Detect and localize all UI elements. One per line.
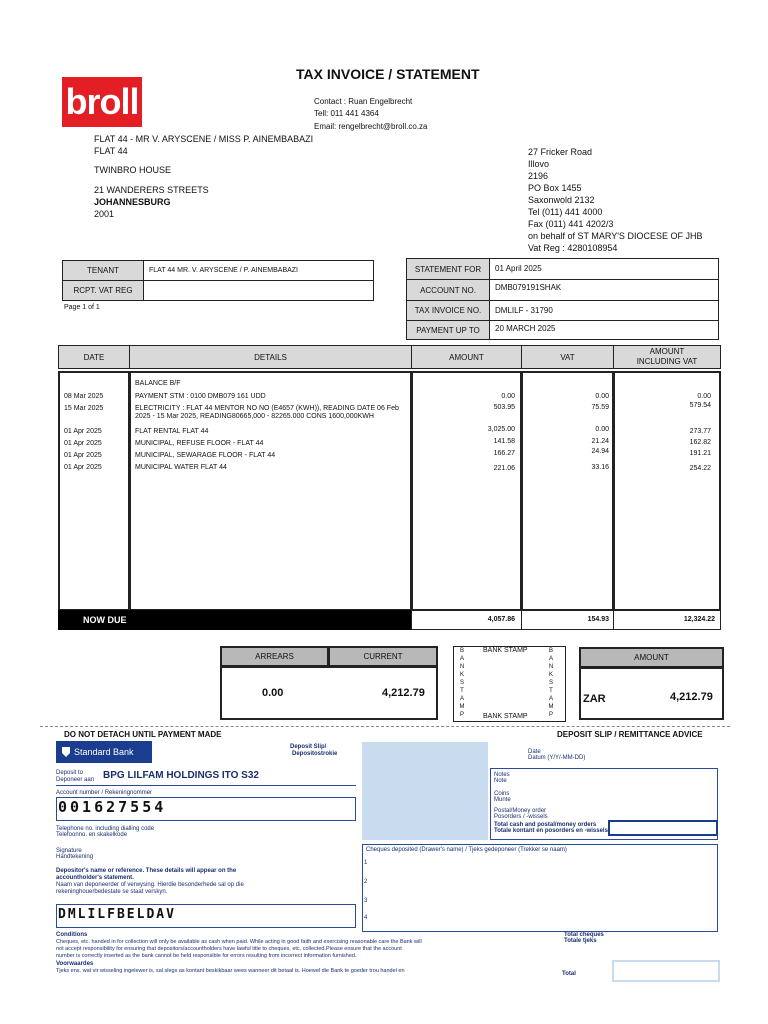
tax-invoice-value: DMLILF - 31790 <box>489 300 719 321</box>
now-due-label: NOW DUE <box>58 610 412 630</box>
bank-stamp-letter: B <box>459 648 464 654</box>
row-amount: 166.27 <box>493 450 515 457</box>
statement-for-value: 01 April 2025 <box>489 258 719 280</box>
total-amount: 4,057.86 <box>487 616 515 623</box>
row-vat: 21.24 <box>591 438 609 445</box>
totale-tjeks-label: Totale tjeks <box>564 938 597 944</box>
row-details: FLAT RENTAL FLAT 44 <box>135 428 209 435</box>
handtekening-label: Handtekening <box>56 854 94 860</box>
bank-stamp-letter: P <box>459 712 464 718</box>
cheques-grid <box>362 844 718 932</box>
bank-stamp-vertical-right <box>548 647 554 719</box>
note-label: Note <box>494 778 507 784</box>
row-date: 08 Mar 2025 <box>64 393 104 400</box>
address-right-line5: Saxonwold 2132 <box>528 195 595 205</box>
address-left-line1: FLAT 44 - MR V. ARYSCENE / MISS P. AINEMBABAZI <box>94 134 314 144</box>
coins-label: Coins <box>494 791 510 797</box>
document-title: TAX INVOICE / STATEMENT <box>296 66 480 82</box>
row-incl: 579.54 <box>689 402 711 409</box>
currency-code: ZAR <box>583 693 606 705</box>
col-header-amount-incl-vat: AMOUNT INCLUDING VAT <box>613 345 721 369</box>
statement-for-label: STATEMENT FOR <box>406 258 490 280</box>
detach-notice: DO NOT DETACH UNTIL PAYMENT MADE <box>64 730 222 739</box>
row-amount: 0.00 <box>501 393 515 400</box>
address-right-line1: 27 Fricker Road <box>528 147 593 157</box>
address-left-line5: JOHANNESBURG <box>94 197 171 207</box>
page-number: Page 1 of 1 <box>64 304 100 311</box>
depositostrokie-label: Depositostrokie <box>292 751 338 757</box>
address-right-line8: on behalf of ST MARY'S DIOCESE OF JHB <box>528 231 703 241</box>
telephone-label-afr: Telefoonno. en skakelkode <box>56 832 128 838</box>
deposit-slip-label: Deposit Slip/ <box>290 744 327 750</box>
ref-note-1: Depositor's name or reference. These details will appear on the <box>56 868 237 874</box>
address-right-line3: 2196 <box>528 171 549 181</box>
bank-stamp-letter: A <box>459 656 464 662</box>
cheque-number: 4 <box>364 915 368 921</box>
posorders-label: Posorders / -wissels <box>494 814 548 820</box>
col-header-vat: VAT <box>521 345 614 369</box>
row-vat: 24.94 <box>591 448 609 455</box>
ref-note-4: rekeninghouerbedestate se staat verskyn. <box>56 889 168 895</box>
bank-stamp-letter: B <box>548 648 553 654</box>
bank-stamp-letter: K <box>459 672 464 678</box>
current-value: 4,212.79 <box>382 687 425 699</box>
bank-stamp-letter: P <box>548 712 553 718</box>
cheque-number: 2 <box>364 879 368 885</box>
col-header-details: DETAILS <box>129 345 412 369</box>
row-date: 01 Apr 2025 <box>64 440 102 447</box>
payee-underline <box>56 785 356 786</box>
bank-stamp-vertical-left <box>459 647 465 719</box>
contact-name: Contact : Ruan Engelbrecht <box>314 97 413 106</box>
bank-stamp-bottom: BANK STAMP <box>483 713 528 720</box>
col-header-amount: AMOUNT <box>411 345 522 369</box>
row-details: MUNICIPAL, REFUSE FLOOR - FLAT 44 <box>135 440 264 447</box>
condition-1: Cheques, etc. handed in for collection will only be available as cash when paid. While acting in good faith and exercising reasonable care the Bank will <box>56 939 422 945</box>
rcpt-vat-value <box>143 280 374 301</box>
address-left-line6: 2001 <box>94 209 115 219</box>
payment-up-to-value: 20 MARCH 2025 <box>489 320 719 340</box>
account-no-label: ACCOUNT NO. <box>406 279 490 301</box>
postal-label: Postal/Money order <box>494 808 547 814</box>
munte-label: Munte <box>494 797 511 803</box>
current-label: CURRENT <box>328 646 438 667</box>
row-details: MUNICIPAL WATER FLAT 44 <box>135 464 227 471</box>
row-details: PAYMENT STM : 0100 DMB079 161 UDD <box>135 393 266 400</box>
bank-use-area <box>362 742 488 840</box>
date-format-label: Datum (Y/Y/-MM-DD) <box>528 755 586 761</box>
telephone-label: Telephone no. including dialling code <box>56 826 155 832</box>
row-date: 01 Apr 2025 <box>64 464 102 471</box>
row-amount: 141.58 <box>493 438 515 445</box>
contact-tel: Tell: 011 441 4364 <box>314 109 379 118</box>
bank-stamp-letter: N <box>548 664 554 670</box>
bank-stamp-letter: A <box>459 696 464 702</box>
address-left-line3: TWINBRO HOUSE <box>94 165 172 175</box>
tenant-value: FLAT 44 MR. V. ARYSCENE / P. AINEMBABAZI <box>143 260 374 281</box>
tenant-label: TENANT <box>62 260 144 281</box>
row-vat: 75.59 <box>591 404 609 411</box>
row-incl: 273.77 <box>689 428 711 435</box>
address-left-line2: FLAT 44 <box>94 146 128 156</box>
bank-stamp-letter: S <box>548 680 553 686</box>
condition-4: Tjeks ens. wat vir wisseling ingelewer is, sal slegs as kontant beskikbaar wees wanneer dit betaal is. Hoewel die Bank te goeder trou handel en <box>56 968 405 974</box>
rcpt-vat-label: RCPT. VAT REG <box>62 280 144 301</box>
total-vat: 154.93 <box>587 616 609 623</box>
total-cheques-label: Total cheques <box>564 932 604 938</box>
address-right-line9: Vat Reg : 4280108954 <box>528 243 618 253</box>
row-details: ELECTRICITY : FLAT 44 MENTOR NO NO (E4657 (KWH)), READING DATE 06 Feb 2025 - 15 Mar 2025, READING80665,000 - 82265.000 CONS 1600,000KWH <box>135 405 399 420</box>
bank-stamp-letter: M <box>548 704 554 710</box>
payment-up-to-label: PAYMENT UP TO <box>406 320 490 340</box>
conditions-label: Conditions <box>56 932 88 938</box>
cheques-header: Cheques deposited (Drawer's name) / Tjeks gedeponeer (Trekker se naam) <box>366 847 567 853</box>
address-right-line4: PO Box 1455 <box>528 183 582 193</box>
bank-stamp-top: BANK STAMP <box>483 647 528 654</box>
cheque-number: 1 <box>364 860 368 866</box>
reference-value: DMLILFBELDAV <box>58 907 176 922</box>
row-amount: 221.06 <box>493 465 515 472</box>
bank-stamp-letter: M <box>459 704 465 710</box>
date-label: Date <box>528 749 541 755</box>
detach-line <box>40 726 730 727</box>
bank-stamp-letter: N <box>459 664 465 670</box>
bank-stamp-letter: A <box>548 656 553 662</box>
arrears-label: ARREARS <box>220 646 329 667</box>
col-header-date: DATE <box>58 345 130 369</box>
row-incl: 0.00 <box>697 393 711 400</box>
row-vat: 0.00 <box>595 426 609 433</box>
bank-stamp-letter: A <box>548 696 553 702</box>
row-vat: 33.16 <box>591 464 609 471</box>
total-label: Total <box>562 971 576 977</box>
remittance-title: DEPOSIT SLIP / REMITTANCE ADVICE <box>557 730 703 739</box>
condition-2: not accept responsibility for ensuring that depositors/accountholders have lawful title to cheques, etc. collected.Please ensure that the account <box>56 946 402 952</box>
bank-shield-icon <box>62 747 70 757</box>
row-details: MUNICIPAL, SEWARAGE FLOOR - FLAT 44 <box>135 452 276 459</box>
address-left-line4: 21 WANDERERS STREETS <box>94 185 209 195</box>
address-right-line6: Tel (011) 441 4000 <box>528 207 603 217</box>
ref-note-3: Naam van deponeerder of verwysing. Hierdie besonderhede sal op die <box>56 882 244 888</box>
contact-email: Email: rengelbrecht@broll.co.za <box>314 122 428 131</box>
total-cash-label: Total cash and postal/money orders <box>494 822 597 828</box>
signature-label: Signature <box>56 848 82 854</box>
ref-note-2: accountholder's statement. <box>56 875 134 881</box>
condition-3: number is correctly inserted as the bank cannot be held responsible for errors resulting from incorrect information furnished. <box>56 953 357 959</box>
deposit-to-label: Deposit to <box>56 770 84 776</box>
bank-stamp-letter: T <box>460 688 464 694</box>
voorwaardes-label: Voorwaardes <box>56 961 94 967</box>
totale-kontant-label: Totale kontant en posorders en -wissels <box>494 828 608 834</box>
tax-invoice-label: TAX INVOICE NO. <box>406 300 490 321</box>
cheque-number: 3 <box>364 898 368 904</box>
row-vat: 0.00 <box>595 393 609 400</box>
total-cash-field[interactable] <box>608 820 718 836</box>
row-incl: 254.22 <box>689 465 711 472</box>
account-number-value: 001627554 <box>58 798 167 816</box>
address-right-line2: Illovo <box>528 159 550 169</box>
bank-stamp-letter: K <box>548 672 553 678</box>
bank-stamp-letter: S <box>459 680 464 686</box>
broll-logo: broll <box>62 77 142 127</box>
notes-label: Notes <box>494 772 510 778</box>
standard-bank-logo <box>56 741 152 763</box>
bank-stamp-letter: T <box>549 688 553 694</box>
row-date: 01 Apr 2025 <box>64 452 102 459</box>
total-field[interactable] <box>612 960 720 982</box>
address-right-line7: Fax (011) 441 4202/3 <box>528 219 614 229</box>
row-details: BALANCE B/F <box>135 380 181 387</box>
row-amount: 503.95 <box>493 404 515 411</box>
row-incl: 191.21 <box>689 450 711 457</box>
amount-label: AMOUNT <box>579 647 724 668</box>
row-incl: 162.82 <box>689 439 711 446</box>
amount-value: 4,212.79 <box>670 691 713 703</box>
bank-name: Standard Bank <box>74 747 134 757</box>
total-incl: 12,324.22 <box>683 616 715 623</box>
deponeer-aan-label: Deponeer aan <box>56 777 95 783</box>
arrears-value: 0.00 <box>262 687 284 699</box>
account-number-label: Account number / Rekeningnommer <box>56 790 153 796</box>
row-amount: 3,025.00 <box>487 426 515 433</box>
row-date: 15 Mar 2025 <box>64 405 104 412</box>
payee-name: BPG LILFAM HOLDINGS ITO S32 <box>103 770 259 781</box>
account-no-value: DMB079191SHAK <box>489 279 719 301</box>
row-date: 01 Apr 2025 <box>64 428 102 435</box>
